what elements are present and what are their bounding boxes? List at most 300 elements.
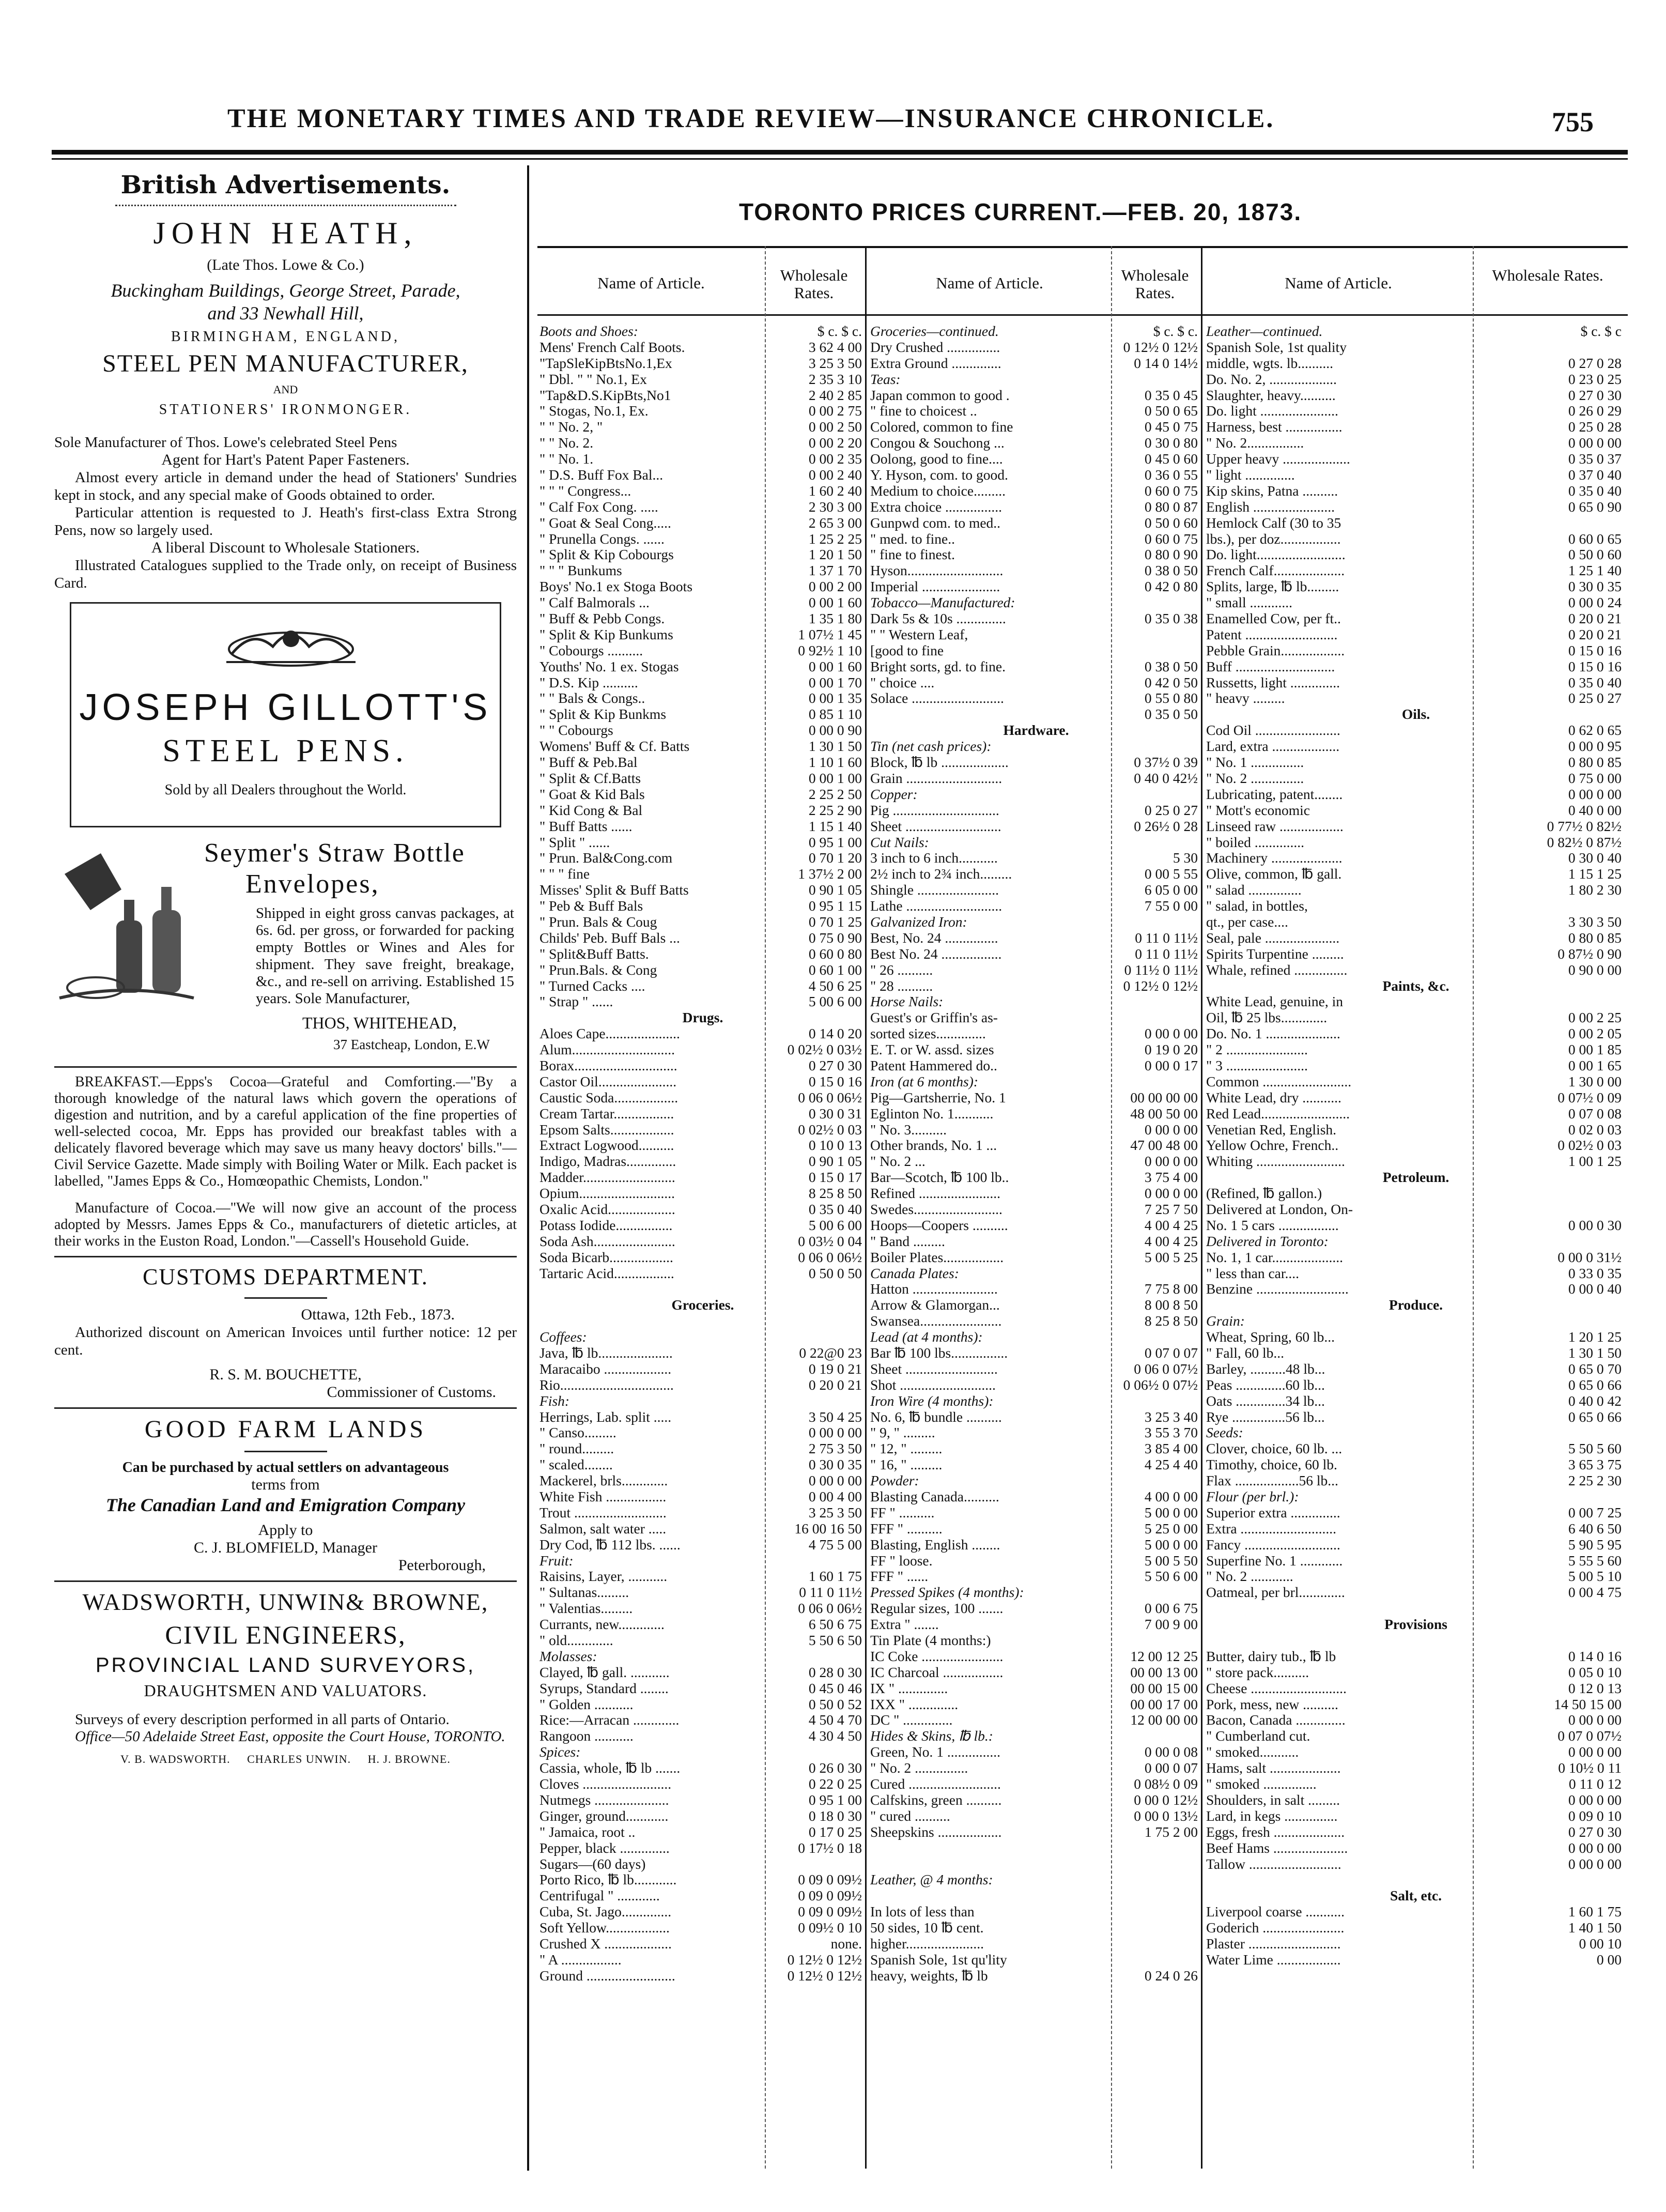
wholesale-rate: 00 00 13 00 bbox=[1130, 1664, 1198, 1680]
column-header-rates: Wholesale Rates. bbox=[1492, 266, 1603, 284]
wholesale-rate: 0 60 0 75 bbox=[1144, 530, 1198, 547]
price-row bbox=[870, 1792, 1202, 1808]
wholesale-rate: 0 00 7 25 bbox=[1568, 1504, 1622, 1520]
wholesale-rate: 1 75 2 00 bbox=[1144, 1823, 1198, 1840]
price-row bbox=[539, 1856, 866, 1872]
price-row bbox=[539, 1824, 866, 1840]
wholesale-rate: 0 20 0 21 bbox=[1568, 626, 1622, 642]
price-row bbox=[1206, 1521, 1626, 1537]
article-name: Tin (net cash prices): bbox=[870, 739, 992, 755]
wholesale-rate: 0 42 0 50 bbox=[1144, 674, 1198, 690]
price-row bbox=[870, 499, 1202, 515]
article-name: Lead (at 4 months): bbox=[870, 1329, 983, 1345]
wholesale-rate: 0 38 0 50 bbox=[1144, 562, 1198, 579]
price-row bbox=[870, 1744, 1202, 1760]
wholesale-rate: 0 60 0 75 bbox=[1144, 482, 1198, 499]
article-name: Delivered at London, On- bbox=[1206, 1201, 1353, 1217]
wholesale-rate: 0 65 0 66 bbox=[1568, 1408, 1622, 1425]
wholesale-rate: 0 35 0 40 bbox=[1568, 674, 1622, 690]
wholesale-rate: 0 00 2 20 bbox=[808, 435, 862, 451]
wholesale-rate: $ c. $ c. bbox=[1153, 323, 1198, 339]
price-row bbox=[1206, 324, 1626, 340]
price-row bbox=[1206, 1824, 1626, 1840]
advert-text: A liberal Discount to Wholesale Stationers. bbox=[151, 539, 420, 556]
article-name: " Stogas, No.1, Ex. bbox=[539, 403, 649, 419]
short-rule bbox=[244, 1297, 327, 1299]
article-name: Patent .......................... bbox=[1206, 626, 1338, 642]
price-row bbox=[870, 1569, 1202, 1585]
price-row bbox=[539, 994, 866, 1010]
article-name: Seal, pale ..................... bbox=[1206, 930, 1340, 946]
wholesale-rate: 0 00 1 35 bbox=[808, 690, 862, 706]
article-name: Herrings, Lab. split ..... bbox=[539, 1409, 672, 1425]
article-name: heavy, weights, ℔ lb bbox=[870, 1968, 988, 1984]
article-name: Extra Ground .............. bbox=[870, 355, 1001, 371]
price-row bbox=[1206, 1840, 1626, 1856]
wholesale-rate: 5 00 5 25 bbox=[1144, 1249, 1198, 1265]
price-row bbox=[539, 1585, 866, 1601]
wholesale-rate: 1 40 1 50 bbox=[1568, 1919, 1622, 1936]
epps-advert: BREAKFAST.—Epps's Cocoa—Grateful and Comforting.—"By a thorough knowledge of the natural laws which govern the operations of digestion and nutrition, and by a careful application of the fine properties of well-selected cocoa, Mr. Epps has provided our breakfast tables with a delicately flavored beverage which may save us many heavy doctors' bills."—Civil Service Gazette. Made simply with Boiling Water or Milk. Each packet is labelled, "James Epps & Co., Homœopathic Chemists, London." bbox=[54, 1074, 517, 1189]
wholesale-rate: 0 00 0 08 bbox=[1144, 1744, 1198, 1760]
wholesale-rate: 0 06 0 06½ bbox=[798, 1089, 862, 1105]
price-row bbox=[870, 467, 1202, 483]
wholesale-rate: 0 05 0 10 bbox=[1568, 1664, 1622, 1680]
wholesale-rate: 8 00 8 50 bbox=[1144, 1297, 1198, 1313]
wholesale-rate: 0 11 0 11½ bbox=[1135, 929, 1198, 946]
wholesale-rate: 5 55 5 60 bbox=[1568, 1552, 1622, 1569]
article-name: Oxalic Acid................... bbox=[539, 1201, 675, 1217]
price-row bbox=[539, 403, 866, 419]
price-row bbox=[539, 563, 866, 579]
article-name: DC " .............. bbox=[870, 1712, 953, 1728]
article-name: Extra " ....... bbox=[870, 1617, 939, 1633]
price-row bbox=[539, 531, 866, 547]
price-row bbox=[1206, 643, 1626, 659]
price-row bbox=[539, 1010, 866, 1026]
article-name: " smoked ............... bbox=[1206, 1776, 1317, 1792]
price-row bbox=[1206, 1329, 1626, 1345]
wholesale-rate: 0 15 0 17 bbox=[808, 1169, 862, 1186]
article-name: " Mott's economic bbox=[1206, 802, 1310, 818]
price-row bbox=[870, 1218, 1202, 1234]
price-row bbox=[1206, 1170, 1626, 1186]
price-row bbox=[870, 1952, 1202, 1968]
wholesale-rate: 1 30 1 50 bbox=[1568, 1345, 1622, 1361]
price-row bbox=[539, 1681, 866, 1697]
article-name: Soda Ash....................... bbox=[539, 1233, 675, 1249]
gillott-sold: Sold by all Dealers throughout the World. bbox=[164, 782, 407, 798]
price-row bbox=[870, 627, 1202, 643]
wholesale-rate: 0 00 6 75 bbox=[1144, 1600, 1198, 1617]
wholesale-rate: 0 00 0 40 bbox=[1568, 1281, 1622, 1297]
price-row bbox=[539, 356, 866, 372]
article-name: Petroleum. bbox=[1382, 1170, 1449, 1186]
advert-name: JOHN HEATH, bbox=[153, 216, 418, 250]
wholesale-rate: 0 11 0 11½ bbox=[799, 1584, 862, 1601]
article-name: Horse Nails: bbox=[870, 994, 944, 1010]
price-row bbox=[1206, 1074, 1626, 1090]
article-name: Regular sizes, 100 ....... bbox=[870, 1601, 1004, 1617]
article-name: Rio................................ bbox=[539, 1377, 674, 1393]
price-row bbox=[1206, 1553, 1626, 1569]
wholesale-rate: 0 00 0 00 bbox=[1568, 786, 1622, 802]
price-row bbox=[1206, 451, 1626, 467]
price-row bbox=[1206, 1409, 1626, 1425]
wholesale-rate: 3 25 3 50 bbox=[808, 1504, 862, 1520]
wholesale-rate: 0 12½ 0 12½ bbox=[787, 1951, 862, 1968]
advert-trade: STEEL PEN MANUFACTURER, bbox=[102, 350, 469, 377]
article-name: Slaughter, heavy.......... bbox=[1206, 387, 1336, 403]
wholesale-rate: 0 25 0 27 bbox=[1144, 802, 1198, 818]
price-row bbox=[870, 706, 1202, 723]
wholesale-rate: 0 14 0 20 bbox=[808, 1025, 862, 1042]
wholesale-rate: 0 00 2 75 bbox=[808, 403, 862, 419]
price-row bbox=[870, 563, 1202, 579]
article-name: " Split " ...... bbox=[539, 834, 610, 850]
article-name: Swansea....................... bbox=[870, 1313, 1002, 1329]
price-row bbox=[1206, 340, 1626, 356]
price-row bbox=[1206, 1154, 1626, 1170]
wholesale-rate: 0 92½ 1 10 bbox=[798, 642, 862, 658]
wholesale-rate: 0 00 2 00 bbox=[808, 578, 862, 595]
wholesale-rate: 0 42 0 80 bbox=[1144, 578, 1198, 595]
article-name: Sugars—(60 days) bbox=[539, 1856, 646, 1872]
article-name: Blasting Canada.......... bbox=[870, 1489, 999, 1505]
wholesale-rate: 0 15 0 16 bbox=[1568, 642, 1622, 658]
article-name: Peas ..............60 lb... bbox=[1206, 1377, 1325, 1393]
wholesale-rate: 0 35 0 40 bbox=[808, 1201, 862, 1217]
wadsworth-title4: DRAUGHTSMEN AND VALUATORS. bbox=[144, 1681, 427, 1700]
price-row bbox=[870, 1601, 1202, 1617]
wholesale-rate: 0 45 0 60 bbox=[1144, 451, 1198, 467]
article-name: Alum............................. bbox=[539, 1042, 675, 1058]
article-name: Whale, refined ............... bbox=[1206, 962, 1348, 978]
price-row bbox=[539, 1042, 866, 1058]
article-name: qt., per case.... bbox=[1206, 914, 1288, 930]
column-separator bbox=[1201, 246, 1202, 2169]
price-row bbox=[1206, 1361, 1626, 1377]
customs-name: R. S. M. BOUCHETTE, bbox=[209, 1366, 362, 1383]
price-row bbox=[539, 1329, 866, 1345]
price-row bbox=[539, 1154, 866, 1170]
article-name: " less than car.... bbox=[1206, 1265, 1299, 1281]
price-row bbox=[539, 340, 866, 356]
wholesale-rate: 3 50 4 25 bbox=[808, 1408, 862, 1425]
article-name: lbs.), per doz................. bbox=[1206, 531, 1341, 547]
wholesale-rate: 0 70 1 20 bbox=[808, 850, 862, 866]
heath-advert bbox=[54, 216, 517, 592]
wholesale-rate: 0 12 0 13 bbox=[1568, 1680, 1622, 1696]
wholesale-rate: 3 62 4 00 bbox=[808, 339, 862, 355]
divider bbox=[54, 1256, 517, 1257]
prices-table bbox=[537, 246, 1628, 2179]
article-name: Venetian Red, English. bbox=[1206, 1122, 1337, 1138]
article-name: " Calf Balmorals ... bbox=[539, 595, 650, 611]
prices-title: TORONTO PRICES CURRENT.—FEB. 20, 1873. bbox=[739, 198, 1302, 225]
article-name: Do. No. 1 ..................... bbox=[1206, 1026, 1340, 1042]
article-name: Epsom Salts.................. bbox=[539, 1122, 674, 1138]
epps-advert-2: Manufacture of Cocoa.—"We will now give an account of the process adopted by Messrs. James Epps & Co., manufacturers of dietetic articles, at their works in the Euston Road, London."—Cassell's Household Guide. bbox=[54, 1200, 517, 1249]
wholesale-rate: 1 30 1 50 bbox=[808, 738, 862, 755]
wholesale-rate: 1 15 1 40 bbox=[808, 818, 862, 834]
wholesale-rate: 0 02½ 0 03 bbox=[1557, 1137, 1622, 1154]
wholesale-rate: 0 77½ 0 82½ bbox=[1547, 818, 1622, 834]
article-name: Russetts, light .............. bbox=[1206, 674, 1340, 690]
article-name: Olive, common, ℔ gall. bbox=[1206, 866, 1342, 882]
price-row bbox=[870, 1553, 1202, 1569]
seymer-advert bbox=[54, 838, 517, 1060]
price-row bbox=[539, 1792, 866, 1808]
wholesale-rate: 0 37 0 40 bbox=[1568, 467, 1622, 483]
price-row bbox=[1206, 771, 1626, 787]
article-name: " Cumberland cut. bbox=[1206, 1728, 1310, 1744]
wholesale-rate: 5 00 6 00 bbox=[808, 993, 862, 1010]
wholesale-rate: 0 00 0 00 bbox=[1568, 435, 1622, 451]
price-row bbox=[1206, 1234, 1626, 1250]
article-name: Soft Yellow.................. bbox=[539, 1920, 670, 1936]
wholesale-rate: 0 60 0 65 bbox=[1568, 530, 1622, 547]
wholesale-rate: 0 00 2 25 bbox=[1568, 1009, 1622, 1026]
article-name: Dark 5s & 10s .............. bbox=[870, 611, 1006, 627]
article-name: " Peb & Buff Bals bbox=[539, 898, 643, 914]
article-name: Castor Oil...................... bbox=[539, 1073, 677, 1089]
wholesale-rate: 2 65 3 00 bbox=[808, 514, 862, 531]
wholesale-rate: 0 55 0 80 bbox=[1144, 690, 1198, 706]
wholesale-rate: 1 15 1 25 bbox=[1568, 866, 1622, 882]
article-name: Iron Wire (4 months): bbox=[870, 1393, 994, 1409]
price-row bbox=[539, 1058, 866, 1074]
price-row bbox=[870, 1728, 1202, 1744]
price-row bbox=[539, 978, 866, 994]
price-row bbox=[1206, 356, 1626, 372]
short-rule bbox=[244, 1451, 327, 1452]
wholesale-rate: 4 50 4 70 bbox=[808, 1712, 862, 1728]
price-row bbox=[870, 819, 1202, 835]
article-name: Congou & Souchong ... bbox=[870, 435, 1005, 451]
wholesale-rate: 48 00 50 00 bbox=[1130, 1105, 1198, 1122]
price-row bbox=[870, 1234, 1202, 1250]
customs-notice bbox=[54, 1264, 517, 1401]
wholesale-rate: 3 30 3 50 bbox=[1568, 913, 1622, 930]
wholesale-rate: 0 33 0 35 bbox=[1568, 1265, 1622, 1281]
article-name: Childs' Peb. Buff Bals ... bbox=[539, 930, 680, 946]
article-name: Fruit: bbox=[539, 1553, 574, 1569]
price-row bbox=[1206, 419, 1626, 435]
wholesale-rate: 0 00 0 00 bbox=[1144, 1153, 1198, 1170]
article-name: Bright sorts, gd. to fine. bbox=[870, 658, 1006, 674]
article-name: " Buff Batts ...... bbox=[539, 818, 633, 834]
price-row bbox=[539, 467, 866, 483]
wholesale-rate: 0 75 0 90 bbox=[808, 929, 862, 946]
article-name: Provisions bbox=[1384, 1617, 1447, 1633]
article-name: "Tap&D.S.KipBts,No1 bbox=[539, 387, 671, 403]
article-name: Do. No. 2, ................... bbox=[1206, 371, 1337, 387]
wholesale-rate: 0 40 0 42½ bbox=[1134, 770, 1198, 786]
price-row bbox=[539, 388, 866, 404]
wholesale-rate: 2 30 3 00 bbox=[808, 498, 862, 515]
article-name: " Split & Cf.Batts bbox=[539, 770, 641, 786]
article-name: " cured .......... bbox=[870, 1808, 950, 1824]
wholesale-rate: 2 25 2 30 bbox=[1568, 1472, 1622, 1489]
price-row bbox=[1206, 1601, 1626, 1617]
wholesale-rate: 7 00 9 00 bbox=[1144, 1616, 1198, 1633]
article-name: Leather—continued. bbox=[1206, 324, 1323, 339]
price-row bbox=[1206, 1904, 1626, 1920]
article-name: " Fall, 60 lb... bbox=[1206, 1345, 1285, 1361]
wholesale-rate: 0 14 0 16 bbox=[1568, 1648, 1622, 1664]
column-header-rates: Wholesale Rates. bbox=[780, 266, 848, 302]
price-row bbox=[870, 994, 1202, 1010]
article-name: Shoulders, in salt ......... bbox=[1206, 1792, 1340, 1808]
article-name: FFF " .......... bbox=[870, 1520, 943, 1537]
article-name: Dry Cod, ℔ 112 lbs. ...... bbox=[539, 1537, 681, 1553]
article-name: Seeds: bbox=[1206, 1425, 1243, 1441]
wholesale-rate: 0 00 0 17 bbox=[1144, 1057, 1198, 1073]
price-row bbox=[870, 787, 1202, 803]
article-name: Patent Hammered do.. bbox=[870, 1057, 997, 1073]
price-row bbox=[539, 1202, 866, 1218]
wholesale-rate: 4 00 4 25 bbox=[1144, 1217, 1198, 1233]
article-name: Syrups, Standard ........ bbox=[539, 1680, 669, 1696]
advertisements-column bbox=[54, 171, 517, 1766]
price-row bbox=[539, 451, 866, 467]
article-name: " Goat & Kid Bals bbox=[539, 786, 645, 802]
price-row bbox=[1206, 978, 1626, 994]
price-row bbox=[870, 1361, 1202, 1377]
top-rule bbox=[52, 150, 1628, 155]
article-name: Groceries—continued. bbox=[870, 324, 999, 339]
article-name: Sheet .......................... bbox=[870, 1361, 998, 1377]
article-name: Swedes......................... bbox=[870, 1201, 1002, 1217]
wholesale-rate: 0 23 0 25 bbox=[1568, 371, 1622, 387]
wholesale-rate: 0 40 0 00 bbox=[1568, 802, 1622, 818]
wholesale-rate: 5 25 0 00 bbox=[1144, 1520, 1198, 1537]
price-row bbox=[539, 1968, 866, 1984]
price-row bbox=[539, 1345, 866, 1361]
wholesale-rate: 0 00 0 12½ bbox=[1134, 1791, 1198, 1808]
article-name: Borax............................. bbox=[539, 1057, 677, 1073]
price-row bbox=[870, 1936, 1202, 1952]
article-name: Molasses: bbox=[539, 1648, 597, 1664]
wholesale-rate: 0 07 0 07 bbox=[1144, 1345, 1198, 1361]
price-row bbox=[870, 1521, 1202, 1537]
wholesale-rate: 0 09 0 09½ bbox=[798, 1903, 862, 1920]
customs-body: Authorized discount on American Invoices until further notice: 12 per cent. bbox=[54, 1324, 517, 1358]
price-row bbox=[870, 914, 1202, 930]
price-row bbox=[870, 1665, 1202, 1681]
article-name: Solace .......................... bbox=[870, 690, 1004, 706]
article-name: 3 inch to 6 inch........... bbox=[870, 850, 998, 866]
wholesale-rate: 0 17 0 25 bbox=[808, 1823, 862, 1840]
running-title: THE MONETARY TIMES AND TRADE REVIEW—INSURANCE CHRONICLE. bbox=[227, 104, 1275, 133]
wholesale-rate: 0 12½ 0 12½ bbox=[787, 1967, 862, 1984]
article-name: Do. light......................... bbox=[1206, 547, 1346, 563]
article-name: Imperial ...................... bbox=[870, 579, 1000, 595]
article-name: Kip skins, Patna .......... bbox=[1206, 483, 1338, 499]
article-name: No. 1 5 cars ................. bbox=[1206, 1217, 1339, 1233]
wholesale-rate: 5 00 5 10 bbox=[1568, 1568, 1622, 1585]
gillott-name: JOSEPH GILLOTT'S bbox=[79, 687, 492, 728]
article-name: Ginger, ground............ bbox=[539, 1808, 669, 1824]
price-row bbox=[1206, 1377, 1626, 1393]
wholesale-rate: 0 26 0 30 bbox=[808, 1760, 862, 1776]
price-row bbox=[870, 659, 1202, 675]
wholesale-rate: 0 27 0 30 bbox=[808, 1057, 862, 1073]
price-row bbox=[539, 1872, 866, 1888]
article-name: " round......... bbox=[539, 1441, 614, 1457]
wholesale-rate: 0 37½ 0 39 bbox=[1134, 754, 1198, 771]
article-name: " Split&Buff Batts. bbox=[539, 946, 649, 962]
article-name: " Split & Kip Bunkms bbox=[539, 706, 667, 723]
article-name: Ground ......................... bbox=[539, 1968, 675, 1984]
article-name: Boots and Shoes: bbox=[539, 324, 638, 339]
price-row bbox=[539, 1026, 866, 1042]
advert-text: Almost every article in demand under the head of Stationers' Sundries kept in stock, and any special make of Goods obtained to order. bbox=[54, 469, 517, 503]
wholesale-rate: 5 00 5 50 bbox=[1144, 1552, 1198, 1569]
price-row bbox=[1206, 914, 1626, 930]
price-row bbox=[539, 1840, 866, 1856]
price-row bbox=[1206, 1138, 1626, 1154]
price-row bbox=[1206, 1744, 1626, 1760]
article-name: Whiting ......................... bbox=[1206, 1154, 1345, 1170]
price-row bbox=[539, 1297, 866, 1313]
article-name: " Valentias......... bbox=[539, 1601, 633, 1617]
price-row bbox=[1206, 403, 1626, 419]
price-row bbox=[539, 1393, 866, 1409]
price-row bbox=[1206, 547, 1626, 563]
price-row bbox=[1206, 627, 1626, 643]
price-row bbox=[870, 611, 1202, 627]
wholesale-rate: 8 25 8 50 bbox=[808, 1185, 862, 1202]
price-row bbox=[1206, 866, 1626, 882]
wholesale-rate: 0 35 0 50 bbox=[1144, 706, 1198, 723]
price-row bbox=[1206, 882, 1626, 898]
price-row bbox=[539, 1170, 866, 1186]
column-header-name: Name of Article. bbox=[597, 274, 705, 292]
article-name: Plaster .......................... bbox=[1206, 1936, 1341, 1952]
article-name: " No. 2 ... bbox=[870, 1154, 925, 1170]
wholesale-rate: 1 30 0 00 bbox=[1568, 1073, 1622, 1089]
wholesale-rate: 6 05 0 00 bbox=[1144, 882, 1198, 898]
price-row bbox=[1206, 835, 1626, 851]
price-row bbox=[539, 1138, 866, 1154]
price-row bbox=[539, 850, 866, 866]
price-row bbox=[539, 1361, 866, 1377]
article-name: Pressed Spikes (4 months): bbox=[870, 1585, 1024, 1601]
price-row bbox=[539, 1489, 866, 1505]
price-row bbox=[1206, 755, 1626, 771]
price-row bbox=[1206, 1281, 1626, 1297]
article-name: Blasting, English ........ bbox=[870, 1537, 1000, 1553]
article-name: Tartaric Acid................. bbox=[539, 1265, 674, 1281]
price-row bbox=[870, 595, 1202, 611]
wholesale-rate: 0 24 0 26 bbox=[1144, 1967, 1198, 1984]
article-name: Flax ..................56 lb... bbox=[1206, 1473, 1338, 1489]
price-row bbox=[870, 1681, 1202, 1697]
price-row bbox=[870, 388, 1202, 404]
price-row bbox=[870, 515, 1202, 531]
wholesale-rate: 0 90 1 05 bbox=[808, 1153, 862, 1170]
article-name: Maracaibo ................... bbox=[539, 1361, 672, 1377]
article-name: Pork, mess, new .......... bbox=[1206, 1696, 1338, 1712]
article-name: Arrow & Glamorgan... bbox=[870, 1297, 1000, 1313]
price-row bbox=[870, 1058, 1202, 1074]
price-row bbox=[1206, 675, 1626, 691]
price-row bbox=[870, 1186, 1202, 1202]
wholesale-rate: 3 75 4 00 bbox=[1144, 1169, 1198, 1186]
article-name: Block, ℔ lb ................... bbox=[870, 755, 1009, 771]
